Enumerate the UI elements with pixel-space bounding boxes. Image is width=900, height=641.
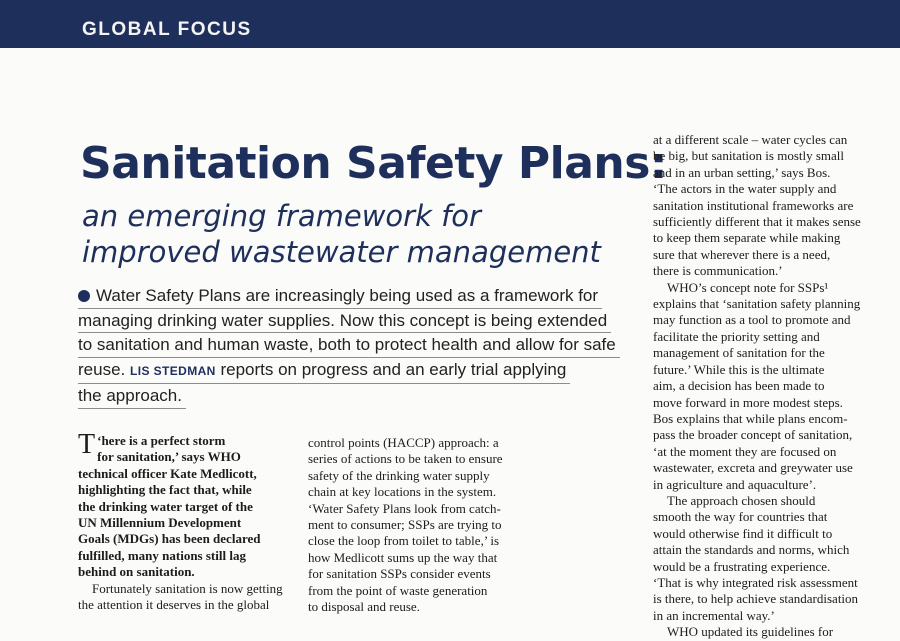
body-line: ‘Water Safety Plans look from catch-	[308, 500, 501, 516]
body-column-3	[653, 132, 883, 641]
standfirst-line: managing drinking water supplies. Now this concept is being extended	[78, 309, 611, 334]
body-line: ‘That is why integrated risk assessment	[653, 574, 858, 590]
author-byline: LIS STEDMAN	[129, 363, 216, 378]
body-line: future.’ While this is the ultimate	[653, 361, 825, 377]
body-column-2	[308, 435, 508, 615]
body-line: safety of the drinking water supply	[308, 467, 490, 483]
body-line: Bos explains that while plans encom-	[653, 410, 848, 426]
intro-first-line: ‘ T here is a perfect storm	[78, 429, 226, 460]
section-label: GLOBAL FOCUS	[82, 19, 252, 40]
body-line: facilitate the priority setting and	[653, 328, 820, 344]
standfirst-line: the approach.	[78, 384, 186, 409]
standfirst-line: reuse. LIS STEDMAN reports on progress and an early trial applying	[78, 358, 570, 385]
body-line: series of actions to be taken to ensure	[308, 451, 503, 467]
body-line: for sanitation SSPs consider events	[308, 566, 491, 582]
body-line: control points (HACCP) approach: a	[308, 435, 499, 450]
body-line: attain the standards and norms, which	[653, 542, 850, 558]
body-line: chain at key locations in the system.	[308, 484, 497, 500]
body-line: explains that ‘sanitation safety planning	[653, 296, 861, 312]
standfirst-line: Water Safety Plans are increasingly being used as a framework for	[78, 284, 602, 309]
body-line: in agriculture and aquaculture’.	[653, 476, 817, 492]
body-line: is there, to help achieve standardisation	[653, 591, 859, 607]
body-line: wastewater, excreta and greywater use	[653, 460, 853, 476]
drop-cap: T	[78, 429, 96, 460]
article-subtitle	[82, 198, 601, 270]
body-line: in an incremental way.’	[653, 607, 775, 623]
body-line: ment to consumer; SSPs are trying to	[308, 517, 502, 533]
intro-line: the drinking water target of the	[78, 498, 253, 514]
body-line: to disposal and reuse.	[308, 599, 420, 615]
body-line: sure that wherever there is a need,	[653, 246, 831, 262]
body-line: would otherwise find it difficult to	[653, 525, 833, 541]
body-line: may function as a tool to promote and	[653, 312, 851, 328]
standfirst	[78, 284, 623, 409]
body-line: move forward in more modest steps.	[653, 394, 843, 410]
subtitle-line: improved wastewater management	[82, 235, 601, 269]
intro-paragraph	[78, 429, 293, 581]
body-line: WHO’s concept note for SSPs¹	[667, 279, 829, 295]
intro-line: fulfilled, many nations still lag	[78, 547, 246, 563]
body-line: how Medlicott sums up the way that	[308, 549, 498, 565]
body-line: sanitation institutional frameworks are	[653, 197, 854, 213]
bullet-icon	[78, 290, 90, 302]
body-line: to keep them separate while making	[653, 230, 841, 246]
body-line: close the loop from toilet to table,’ is	[308, 533, 500, 549]
body-column-1	[78, 429, 293, 613]
intro-line: for sanitation,’ says WHO	[97, 449, 241, 465]
body-line: the attention it deserves in the global	[78, 597, 270, 613]
intro-line: Goals (MDGs) has been declared	[78, 531, 261, 547]
body-line: be big, but sanitation is mostly small	[653, 148, 845, 164]
body-line: pass the broader concept of sanitation,	[653, 427, 853, 443]
body-line: ‘at the moment they are focused on	[653, 443, 837, 459]
body-line: there is communication.’	[653, 263, 783, 279]
subtitle-line: an emerging framework for	[82, 199, 481, 233]
article-title: Sanitation Safety Plans:	[80, 138, 668, 189]
body-line: smooth the way for countries that	[653, 509, 828, 525]
body-line: from the point of waste generation	[308, 582, 488, 598]
body-line: WHO updated its guidelines for	[667, 624, 834, 640]
body-line: sufficiently different that it makes sense	[653, 214, 861, 230]
intro-line: behind on sanitation.	[78, 564, 195, 580]
section-header-band	[0, 0, 900, 48]
body-line: ‘The actors in the water supply and	[653, 181, 837, 197]
intro-line: technical officer Kate Medlicott,	[78, 465, 257, 481]
body-line: and in an urban setting,’ says Bos.	[653, 164, 831, 180]
body-line: management of sanitation for the	[653, 345, 825, 361]
standfirst-line: to sanitation and human waste, both to protect health and allow for safe	[78, 333, 620, 358]
body-line: would be a frustrating experience.	[653, 558, 831, 574]
body-line: at a different scale – water cycles can	[653, 132, 848, 147]
body-line: aim, a decision has been made to	[653, 378, 825, 394]
body-line: The approach chosen should	[667, 492, 816, 508]
intro-line: UN Millennium Development	[78, 515, 242, 531]
body-line: Fortunately sanitation is now getting	[92, 580, 283, 596]
intro-line: highlighting the fact that, while	[78, 482, 252, 498]
